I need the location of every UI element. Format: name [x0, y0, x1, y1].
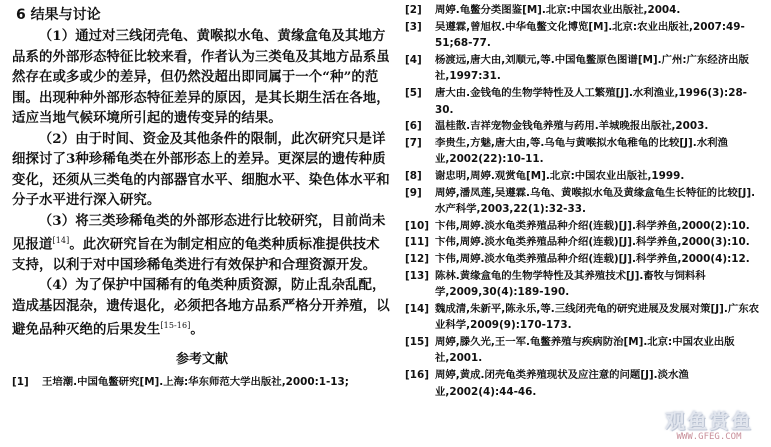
- paragraph-4-text: （4）为了保护中国稀有的龟类种质资源，防止乱杂乱配，造成基因混杂，遗传退化，必须把各地方品系严格分开养殖，以避免品种灭绝的后果发生: [12, 277, 390, 338]
- paragraph-1: [12, 26, 392, 129]
- reference-item: [405, 218, 765, 235]
- reference-number: [7]: [405, 136, 422, 149]
- paragraph-3: [12, 211, 392, 276]
- reference-item: [405, 185, 765, 218]
- reference-text: 李贵生,方魅,唐大由,等.乌龟与黄喉拟水龟稚龟的比较[J].水利渔业,2002(22):10-11.: [435, 136, 728, 166]
- reference-text: 卞伟,周婷.淡水龟类养殖品种介绍(连载)[J].科学养鱼,2000(3):10.: [435, 236, 750, 249]
- reference-number: [14]: [405, 302, 429, 315]
- paragraph-4: [12, 275, 392, 340]
- reference-text: 温桂散.吉祥宠物金钱龟养殖与药用.羊城晚报出版社,2003.: [435, 120, 709, 133]
- left-column: [12, 6, 392, 391]
- reference-number: [6]: [405, 120, 422, 133]
- reference-number: [9]: [405, 186, 422, 199]
- reference-number: [16]: [405, 369, 429, 382]
- reference-number: [11]: [405, 236, 429, 249]
- reference-text: 卞伟,周婷.淡水龟类养殖品种介绍(连载)[J].科学养鱼,2000(4):12.: [435, 252, 750, 265]
- watermark-logo-text: 观鱼赏鱼: [665, 409, 753, 433]
- reference-text: 周婷,黄成.闭壳龟类养殖现状及应注意的问题[J].淡水渔业,2002(4):44-46.: [435, 369, 689, 398]
- reference-item: [405, 301, 765, 334]
- reference-item: [405, 85, 765, 118]
- reference-number: [10]: [405, 219, 429, 232]
- reference-text: 陈林.黄缘盒龟的生物学特性及其养殖技术[J].畜牧与饲料科学,2009,30(4):189-190.: [435, 269, 706, 299]
- reference-item: [405, 367, 765, 400]
- reference-text: 周婷,滕久光,王一军.龟鳖养殖与疾病防治[M].北京:中国农业出版社,2001.: [435, 335, 735, 365]
- reference-text: 谢忠明,周婷.观赏龟[M].北京:中国农业出版社,1999.: [435, 169, 685, 182]
- citation-14: [14]: [52, 236, 70, 245]
- reference-item: [405, 2, 765, 19]
- site-watermark: [653, 409, 765, 443]
- reference-item: [405, 168, 765, 185]
- reference-text: 唐大由.金钱龟的生物学特性及人工繁殖[J].水利渔业,1996(3):28-30.: [435, 86, 747, 116]
- paragraph-2: [12, 129, 392, 211]
- paragraph-4-text-cont: 。: [190, 321, 204, 338]
- reference-number: [8]: [405, 169, 422, 182]
- paragraph-1-text: （1）通过对三线闭壳龟、黄喉拟水龟、黄缘盒龟及其地方品系的外部形态特征比较来看，作者认为三类龟及其地方品系虽然存在或多或少的差异，但仍然没超出即同属于一个“种”的范围。出现种种外部形态特征差异的原因，是其长期生活在各地，适应当地气候环境所引起的遗传变异的结果。: [12, 28, 390, 126]
- reference-item: [405, 251, 765, 268]
- reference-number: [15]: [405, 335, 429, 348]
- reference-text: 王培潮.中国龟鳖研究[M].上海:华东师范大学出版社,2000:1-13;: [42, 376, 349, 389]
- reference-text: 吴遵霖,曾旭权.中华龟鳖文化博览[M].北京:农业出版社,2007:49-51;68-77.: [435, 20, 745, 50]
- reference-text: 周婷.龟鳖分类图鉴[M].北京:中国农业出版社,2004.: [435, 4, 681, 16]
- reference-item: [405, 118, 765, 135]
- paragraph-3-text: （3）将三类珍稀龟类的外部形态进行比较研究，目前尚未见报道: [12, 212, 386, 253]
- reference-item: [405, 334, 765, 367]
- citation-15-16: [15-16]: [160, 321, 191, 331]
- reference-number: [2]: [405, 4, 422, 16]
- reference-item: [405, 52, 765, 85]
- watermark-url: WWW.GFEG.COM: [676, 432, 742, 442]
- reference-number: [12]: [405, 252, 429, 265]
- reference-number: [1]: [12, 376, 29, 389]
- reference-text: 杨渡远,唐大由,刘顺元,等.中国龟鳖原色图谱[M].广州:广东经济出版社,1997:31.: [435, 53, 749, 83]
- paragraph-2-text: （2）由于时间、资金及其他条件的限制，此次研究只是详细探讨了3种珍稀龟类在外部形态上的差异。更深层的遗传种质变化，还须从三类龟的内部器官水平、细胞水平、染色体水平和分子水平进行深入研究。: [12, 130, 390, 208]
- paragraph-3-text-cont: 。此次研究旨在为制定相应的龟类种质标准提供技术支持，以利于对中国珍稀龟类进行有效保护和合理资源开发。: [12, 236, 380, 273]
- section-heading: 6 结果与讨论: [16, 7, 101, 23]
- reference-number: [5]: [405, 86, 422, 99]
- reference-item: [12, 374, 392, 391]
- reference-item: [405, 135, 765, 168]
- reference-list: [405, 2, 765, 400]
- reference-number: [4]: [405, 53, 422, 66]
- reference-number: [3]: [405, 20, 422, 33]
- reference-item: [405, 19, 765, 52]
- reference-text: 卞伟,周婷.淡水龟类养殖品种介绍(连载)[J].科学养鱼,2000(2):10.: [435, 219, 750, 232]
- reference-number: [13]: [405, 269, 429, 282]
- reference-text: 魏成清,朱新平,陈永乐,等.三线闭壳龟的研究进展及发展对策[J].广东农业科学,2009(9):170-173.: [435, 302, 760, 332]
- references-title: 参考文献: [175, 352, 228, 368]
- reference-item: [405, 268, 765, 301]
- reference-item: [405, 234, 765, 251]
- reference-text: 周婷,潘凤莲,吴遵霖.乌龟、黄喉拟水龟及黄缘盒龟生长特征的比较[J].水产科学,2003,22(1):32-33.: [435, 186, 756, 216]
- right-column: [405, 2, 765, 400]
